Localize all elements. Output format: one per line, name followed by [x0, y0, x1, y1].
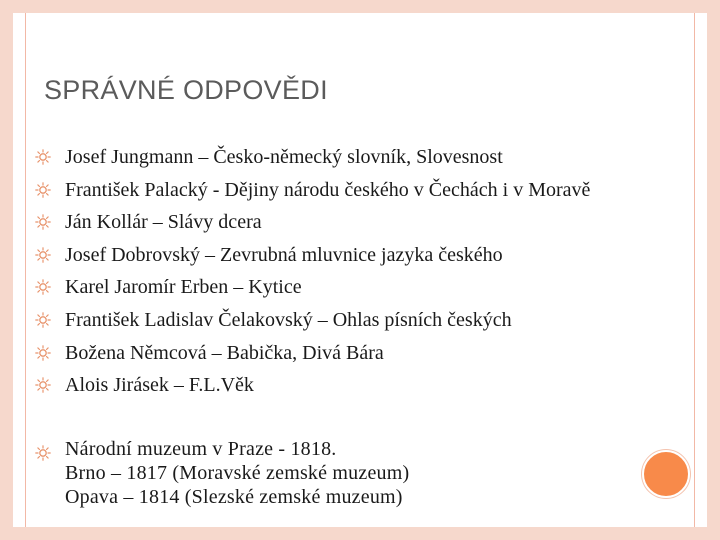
sun-bullet-icon	[35, 445, 51, 461]
list-item-text: Josef Dobrovský – Zevrubná mluvnice jazyka českého	[65, 243, 503, 266]
list-item	[35, 206, 675, 239]
list-item	[35, 239, 675, 272]
list-item-text: Karel Jaromír Erben – Kytice	[65, 276, 302, 299]
sun-bullet-icon	[35, 377, 51, 393]
museum-line: Národní muzeum v Praze - 1818.	[65, 438, 337, 460]
frame-bottom	[0, 527, 720, 540]
list-item	[35, 369, 675, 402]
list-item-text: Alois Jirásek – F.L.Věk	[65, 374, 254, 397]
sun-bullet-icon	[35, 279, 51, 295]
sun-bullet-icon	[35, 312, 51, 328]
museum-text	[65, 437, 409, 509]
sun-bullet-icon	[35, 345, 51, 361]
list-item-text: Josef Jungmann – Česko-německý slovník, Slovesnost	[65, 146, 503, 168]
list-item-text: Ján Kollár – Slávy dcera	[65, 211, 262, 234]
list-item	[35, 141, 675, 174]
slide-title: SPRÁVNÉ ODPOVĚDI	[44, 75, 328, 105]
list-item-text: František Palacký - Dějiny národu českého v Čechách i v Moravě	[65, 178, 591, 201]
sun-bullet-icon	[35, 247, 51, 263]
list-item	[35, 337, 675, 370]
list-item	[35, 174, 675, 207]
slide	[13, 13, 707, 527]
list-item	[35, 304, 675, 337]
list-item-text: František Ladislav Čelakovský – Ohlas písních českých	[65, 308, 512, 331]
frame-line-left	[25, 13, 26, 527]
museum-line: Opava – 1814 (Slezské zemské muzeum)	[65, 486, 403, 508]
frame-top	[0, 0, 720, 13]
list-item-text: Božena Němcová – Babička, Divá Bára	[65, 341, 384, 364]
sun-bullet-icon	[35, 149, 51, 165]
circle-decoration	[642, 450, 690, 498]
frame-line-right	[694, 13, 695, 527]
sun-bullet-icon	[35, 214, 51, 230]
list-item	[35, 271, 675, 304]
frame-left	[0, 0, 13, 540]
frame-right	[707, 0, 720, 540]
museum-line: Brno – 1817 (Moravské zemské muzeum)	[65, 462, 410, 484]
answer-list	[35, 141, 675, 402]
sun-bullet-icon	[35, 182, 51, 198]
